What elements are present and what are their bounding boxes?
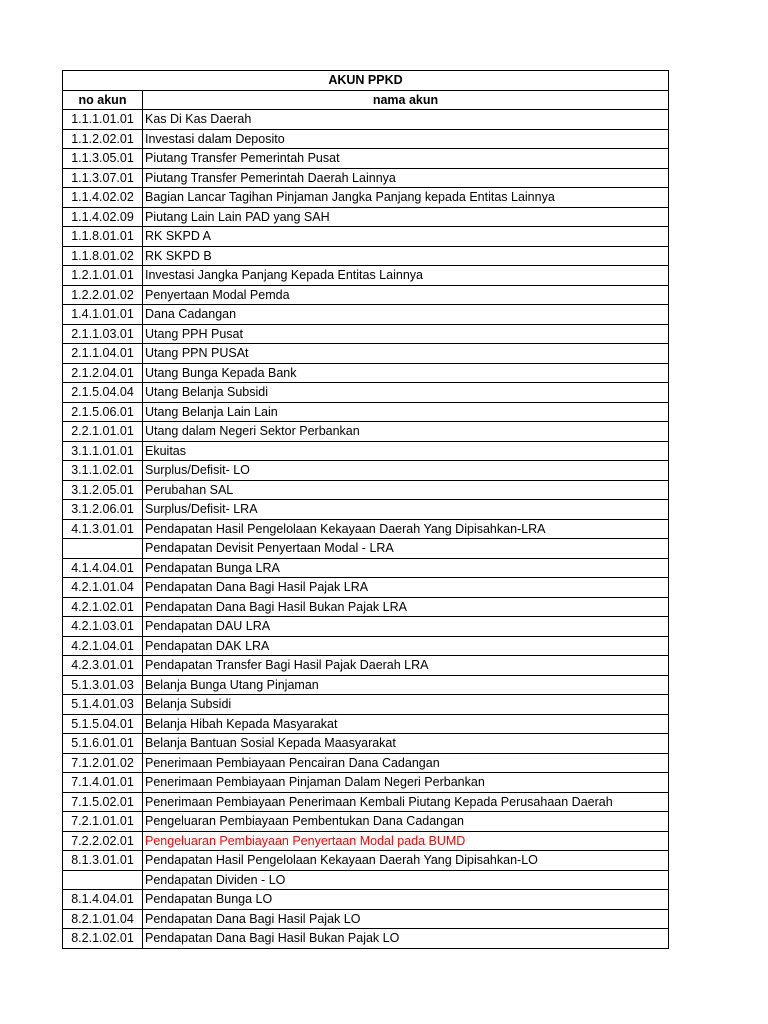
table-row bbox=[63, 714, 669, 734]
account-name-cell: Piutang Transfer Pemerintah Daerah Lainnya bbox=[143, 168, 669, 188]
table-row bbox=[63, 539, 669, 559]
table-row bbox=[63, 851, 669, 871]
account-name-cell: Utang Belanja Subsidi bbox=[143, 383, 669, 403]
account-name-cell: Penerimaan Pembiayaan Pencairan Dana Cadangan bbox=[143, 753, 669, 773]
table-row bbox=[63, 617, 669, 637]
account-code-cell: 3.1.2.06.01 bbox=[63, 500, 143, 520]
account-code-cell: 7.1.5.02.01 bbox=[63, 792, 143, 812]
account-name-cell: Pendapatan Transfer Bagi Hasil Pajak Daerah LRA bbox=[143, 656, 669, 676]
account-code-cell: 5.1.5.04.01 bbox=[63, 714, 143, 734]
table-body bbox=[63, 110, 669, 949]
table-row bbox=[63, 675, 669, 695]
account-name-cell: Pendapatan Hasil Pengelolaan Kekayaan Daerah Yang Dipisahkan-LRA bbox=[143, 519, 669, 539]
account-name-cell: Pengeluaran Pembiayaan Penyertaan Modal pada BUMD bbox=[143, 831, 669, 851]
account-name-cell: Utang Bunga Kepada Bank bbox=[143, 363, 669, 383]
account-code-cell: 2.1.1.04.01 bbox=[63, 344, 143, 364]
table-row bbox=[63, 890, 669, 910]
table-row bbox=[63, 324, 669, 344]
account-name-cell: Belanja Hibah Kepada Masyarakat bbox=[143, 714, 669, 734]
account-name-cell: Penerimaan Pembiayaan Penerimaan Kembali Piutang Kepada Perusahaan Daerah bbox=[143, 792, 669, 812]
table-row bbox=[63, 792, 669, 812]
account-name-cell: Belanja Subsidi bbox=[143, 695, 669, 715]
account-name-cell: Pendapatan DAU LRA bbox=[143, 617, 669, 637]
account-name-cell: Utang PPN PUSAt bbox=[143, 344, 669, 364]
table-row bbox=[63, 246, 669, 266]
account-code-cell: 1.1.8.01.02 bbox=[63, 246, 143, 266]
account-name-cell: Pendapatan Dana Bagi Hasil Pajak LRA bbox=[143, 578, 669, 598]
table-row bbox=[63, 305, 669, 325]
account-code-cell: 8.1.3.01.01 bbox=[63, 851, 143, 871]
account-name-cell: Utang PPH Pusat bbox=[143, 324, 669, 344]
account-code-cell: 2.1.5.04.04 bbox=[63, 383, 143, 403]
account-name-cell: Pendapatan Dana Bagi Hasil Pajak LO bbox=[143, 909, 669, 929]
table-row bbox=[63, 207, 669, 227]
account-name-cell: Investasi Jangka Panjang Kepada Entitas Lainnya bbox=[143, 266, 669, 286]
account-code-cell: 1.1.8.01.01 bbox=[63, 227, 143, 247]
account-name-cell: Pendapatan Dana Bagi Hasil Bukan Pajak LRA bbox=[143, 597, 669, 617]
table-row bbox=[63, 383, 669, 403]
account-name-cell: Bagian Lancar Tagihan Pinjaman Jangka Panjang kepada Entitas Lainnya bbox=[143, 188, 669, 208]
table-row bbox=[63, 344, 669, 364]
account-name-cell: Pendapatan Bunga LO bbox=[143, 890, 669, 910]
table-row bbox=[63, 656, 669, 676]
account-code-cell: 2.1.5.06.01 bbox=[63, 402, 143, 422]
table-row bbox=[63, 168, 669, 188]
table-row bbox=[63, 636, 669, 656]
account-code-cell bbox=[63, 870, 143, 890]
account-code-cell: 1.1.3.05.01 bbox=[63, 149, 143, 169]
account-code-cell: 8.2.1.01.04 bbox=[63, 909, 143, 929]
account-code-cell: 5.1.3.01.03 bbox=[63, 675, 143, 695]
account-code-cell: 4.2.3.01.01 bbox=[63, 656, 143, 676]
account-name-cell: Ekuitas bbox=[143, 441, 669, 461]
account-name-cell: Pendapatan Bunga LRA bbox=[143, 558, 669, 578]
account-code-cell: 1.1.4.02.09 bbox=[63, 207, 143, 227]
account-code-cell: 8.2.1.02.01 bbox=[63, 929, 143, 949]
table-row bbox=[63, 129, 669, 149]
account-name-cell: Pendapatan DAK LRA bbox=[143, 636, 669, 656]
account-code-cell: 4.2.1.04.01 bbox=[63, 636, 143, 656]
table-row bbox=[63, 266, 669, 286]
column-header-name: nama akun bbox=[143, 90, 669, 110]
account-code-cell: 7.2.2.02.01 bbox=[63, 831, 143, 851]
account-code-cell: 1.1.3.07.01 bbox=[63, 168, 143, 188]
account-code-cell: 7.1.2.01.02 bbox=[63, 753, 143, 773]
account-name-cell: Pengeluaran Pembiayaan Pembentukan Dana Cadangan bbox=[143, 812, 669, 832]
account-code-cell: 1.1.4.02.02 bbox=[63, 188, 143, 208]
account-name-cell: Belanja Bunga Utang Pinjaman bbox=[143, 675, 669, 695]
table-row bbox=[63, 734, 669, 754]
table-row bbox=[63, 558, 669, 578]
table-title-row bbox=[63, 71, 669, 91]
table-row bbox=[63, 753, 669, 773]
table-row bbox=[63, 227, 669, 247]
table-row bbox=[63, 929, 669, 949]
table-row bbox=[63, 363, 669, 383]
account-code-cell: 2.1.1.03.01 bbox=[63, 324, 143, 344]
table-row bbox=[63, 422, 669, 442]
account-code-cell: 4.1.3.01.01 bbox=[63, 519, 143, 539]
account-code-cell: 2.1.2.04.01 bbox=[63, 363, 143, 383]
table-title: AKUN PPKD bbox=[63, 71, 669, 91]
account-code-cell: 1.1.1.01.01 bbox=[63, 110, 143, 130]
account-name-cell: Dana Cadangan bbox=[143, 305, 669, 325]
table-row bbox=[63, 461, 669, 481]
table-row bbox=[63, 285, 669, 305]
table-row bbox=[63, 812, 669, 832]
table-row bbox=[63, 480, 669, 500]
account-name-cell: Penerimaan Pembiayaan Pinjaman Dalam Negeri Perbankan bbox=[143, 773, 669, 793]
account-code-cell: 8.1.4.04.01 bbox=[63, 890, 143, 910]
column-header-code: no akun bbox=[63, 90, 143, 110]
table-row bbox=[63, 597, 669, 617]
account-code-cell: 3.1.1.02.01 bbox=[63, 461, 143, 481]
account-code-cell: 5.1.6.01.01 bbox=[63, 734, 143, 754]
account-name-cell: Surplus/Defisit- LRA bbox=[143, 500, 669, 520]
account-name-cell: Utang dalam Negeri Sektor Perbankan bbox=[143, 422, 669, 442]
table-row bbox=[63, 870, 669, 890]
account-name-cell: Pendapatan Dana Bagi Hasil Bukan Pajak LO bbox=[143, 929, 669, 949]
account-code-cell: 1.1.2.02.01 bbox=[63, 129, 143, 149]
table-row bbox=[63, 831, 669, 851]
account-name-cell: Investasi dalam Deposito bbox=[143, 129, 669, 149]
account-code-cell: 7.2.1.01.01 bbox=[63, 812, 143, 832]
account-code-cell: 4.1.4.04.01 bbox=[63, 558, 143, 578]
table-row bbox=[63, 188, 669, 208]
table-row bbox=[63, 402, 669, 422]
account-name-cell: Pendapatan Devisit Penyertaan Modal - LRA bbox=[143, 539, 669, 559]
account-table bbox=[62, 70, 669, 949]
account-code-cell: 3.1.2.05.01 bbox=[63, 480, 143, 500]
table-row bbox=[63, 519, 669, 539]
account-name-cell: Utang Belanja Lain Lain bbox=[143, 402, 669, 422]
account-code-cell: 2.2.1.01.01 bbox=[63, 422, 143, 442]
account-name-cell: Kas Di Kas Daerah bbox=[143, 110, 669, 130]
table-row bbox=[63, 500, 669, 520]
table-header-row bbox=[63, 90, 669, 110]
table-row bbox=[63, 773, 669, 793]
account-code-cell bbox=[63, 539, 143, 559]
table-row bbox=[63, 110, 669, 130]
account-code-cell: 4.2.1.01.04 bbox=[63, 578, 143, 598]
table-row bbox=[63, 909, 669, 929]
account-code-cell: 3.1.1.01.01 bbox=[63, 441, 143, 461]
account-name-cell: Penyertaan Modal Pemda bbox=[143, 285, 669, 305]
account-code-cell: 4.2.1.02.01 bbox=[63, 597, 143, 617]
table-row bbox=[63, 149, 669, 169]
table-row bbox=[63, 695, 669, 715]
table-row bbox=[63, 578, 669, 598]
account-name-cell: Piutang Lain Lain PAD yang SAH bbox=[143, 207, 669, 227]
account-name-cell: Surplus/Defisit- LO bbox=[143, 461, 669, 481]
account-name-cell: Pendapatan Dividen - LO bbox=[143, 870, 669, 890]
account-name-cell: RK SKPD A bbox=[143, 227, 669, 247]
account-code-cell: 7.1.4.01.01 bbox=[63, 773, 143, 793]
account-name-cell: Perubahan SAL bbox=[143, 480, 669, 500]
account-code-cell: 1.2.2.01.02 bbox=[63, 285, 143, 305]
account-name-cell: Piutang Transfer Pemerintah Pusat bbox=[143, 149, 669, 169]
account-code-cell: 5.1.4.01.03 bbox=[63, 695, 143, 715]
account-name-cell: Pendapatan Hasil Pengelolaan Kekayaan Daerah Yang Dipisahkan-LO bbox=[143, 851, 669, 871]
account-name-cell: Belanja Bantuan Sosial Kepada Maasyarakat bbox=[143, 734, 669, 754]
table-row bbox=[63, 441, 669, 461]
account-code-cell: 1.2.1.01.01 bbox=[63, 266, 143, 286]
account-code-cell: 1.4.1.01.01 bbox=[63, 305, 143, 325]
account-code-cell: 4.2.1.03.01 bbox=[63, 617, 143, 637]
account-name-cell: RK SKPD B bbox=[143, 246, 669, 266]
